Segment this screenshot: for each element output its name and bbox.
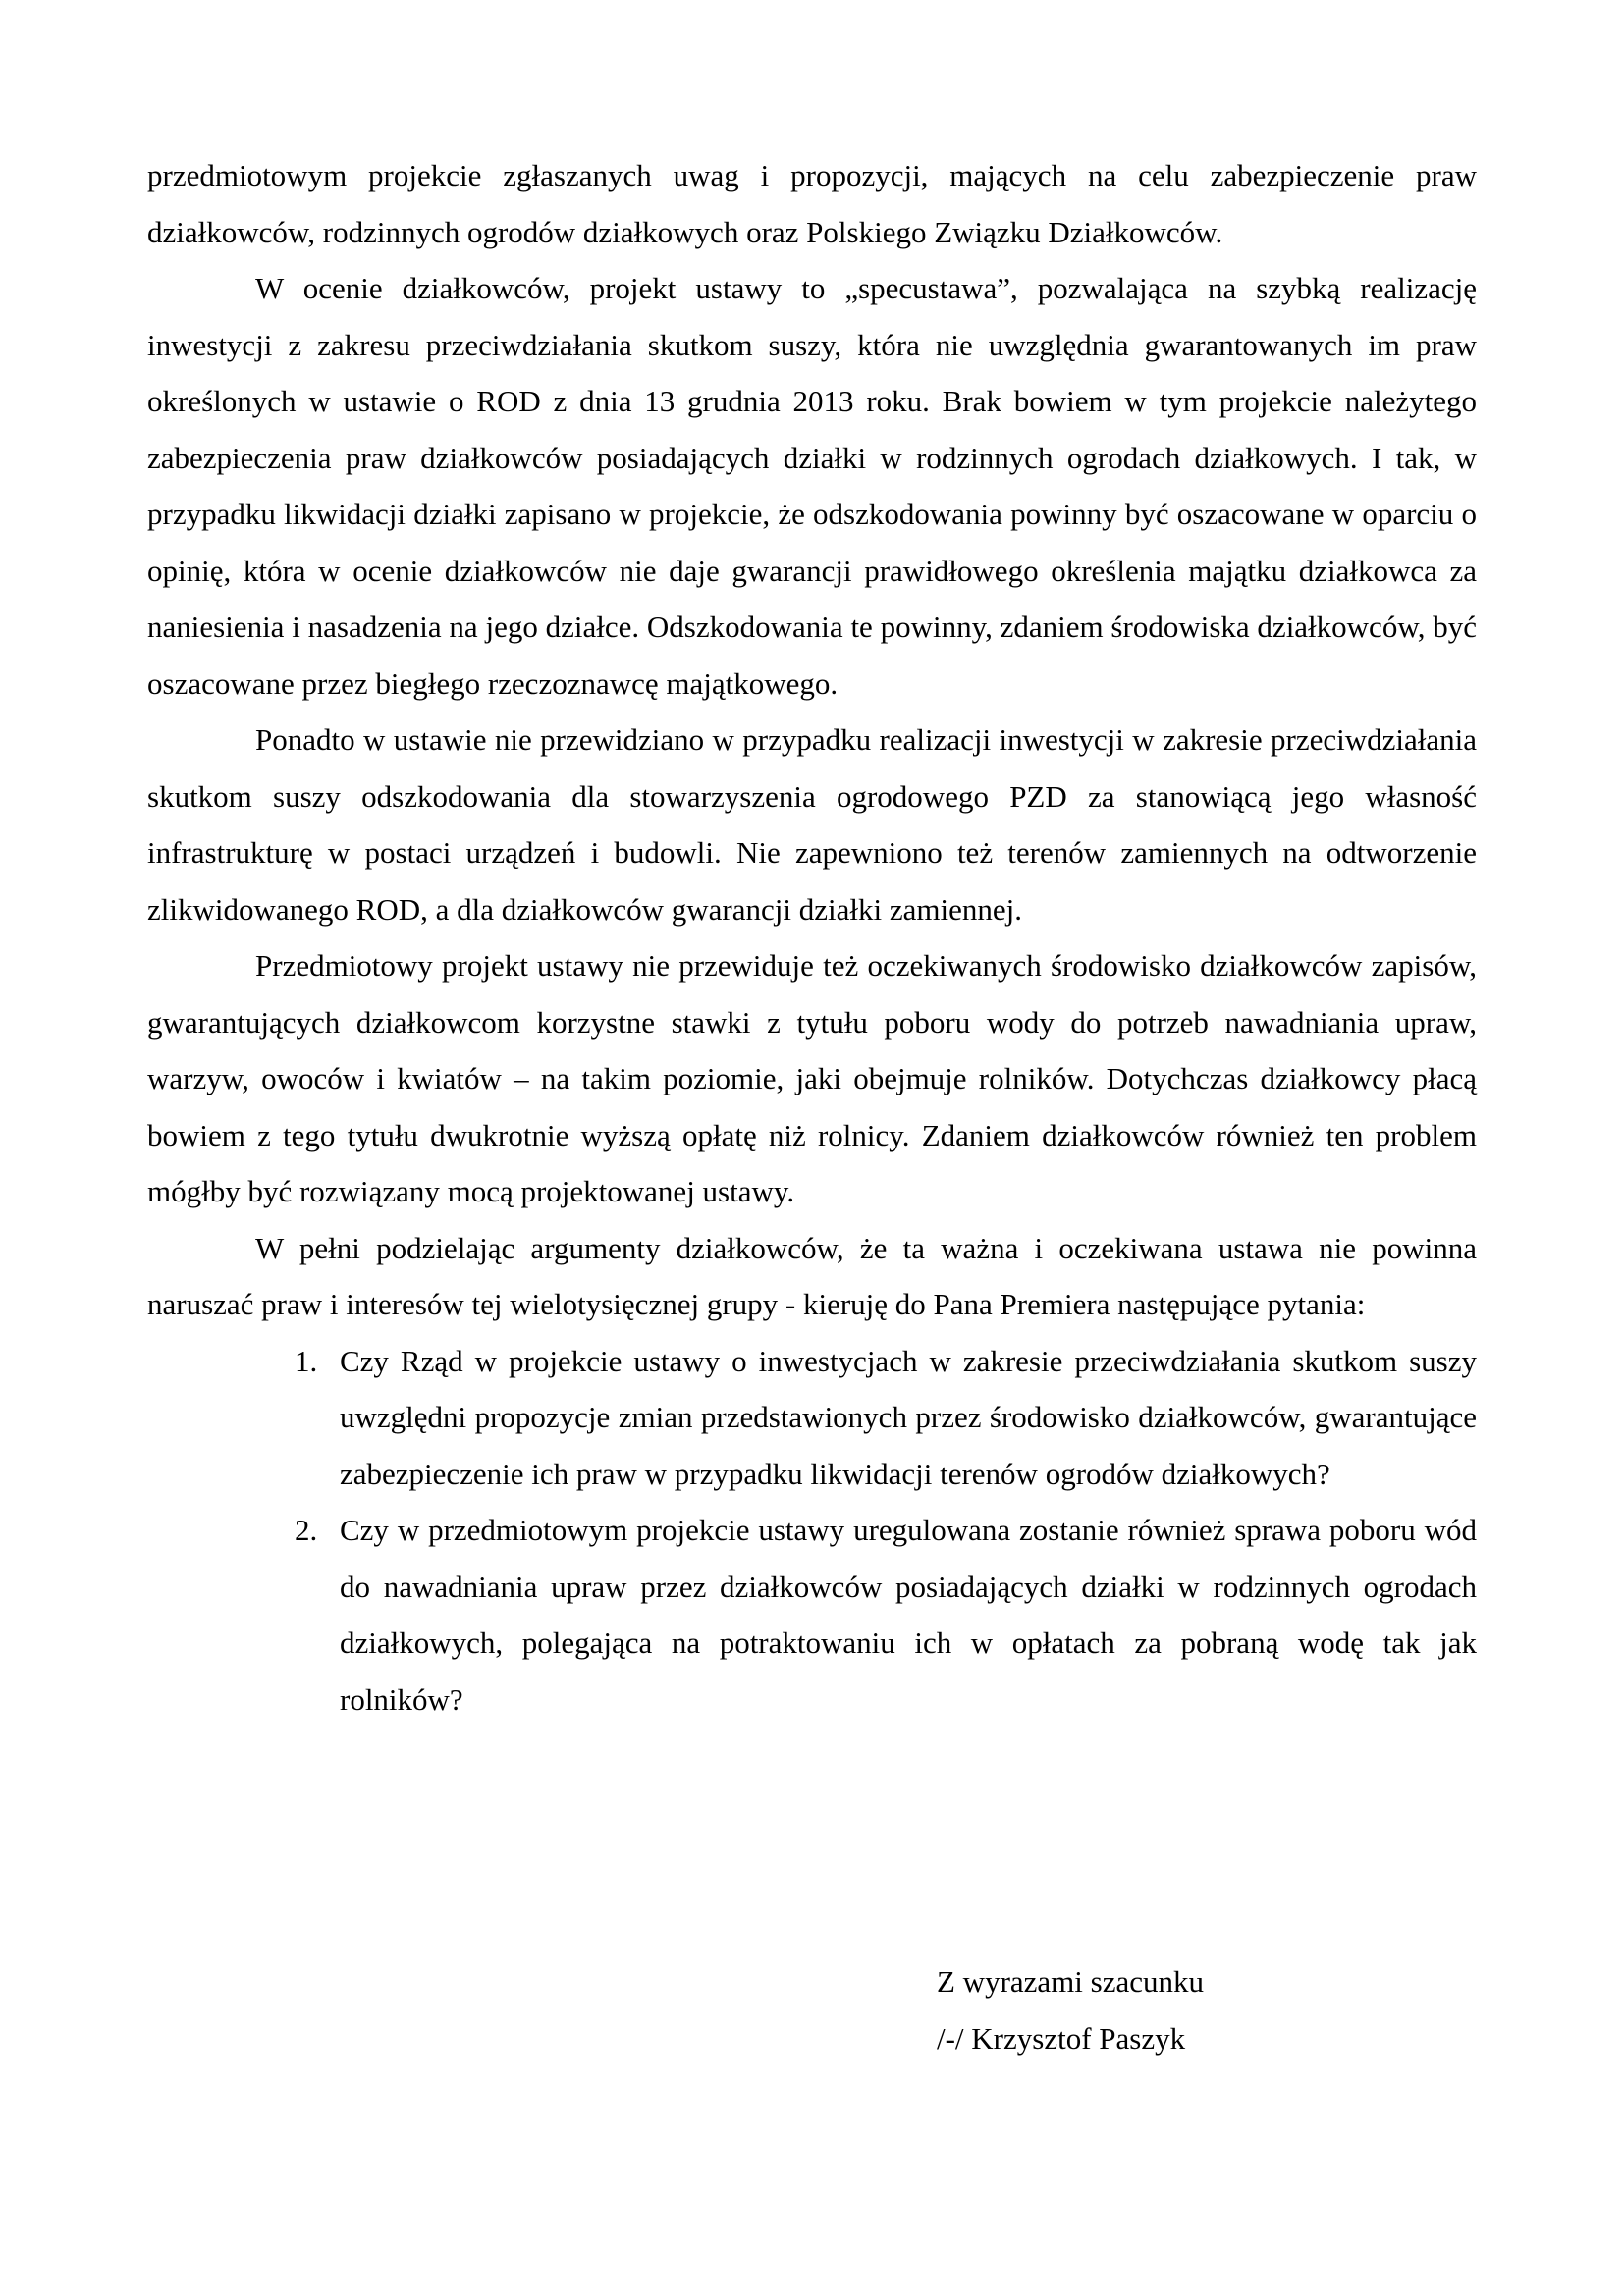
paragraph-compensation: Ponadto w ustawie nie przewidziano w przypadku realizacji inwestycji w zakresie przeciwdziałania skutkom suszy odszkodowania dla stowarzyszenia ogrodowego PZD za stanowiącą jego własność infrastrukturę w postaci urządzeń i budowli. Nie zapewniono też terenów zamiennych na odtworzenie zlikwidowanego ROD, a dla działkowców gwarancji działki zamiennej.	[147, 722, 1477, 927]
question-item	[295, 1502, 1477, 1728]
paragraph-water-fees: Przedmiotowy projekt ustawy nie przewiduje też oczekiwanych środowisko działkowców zapisów, gwarantujących działkowcom korzystne stawki z tytułu poboru wody do potrzeb nawadniania upraw, warzyw, owoców i kwiatów – na takim poziomie, jaki obejmuje rolników. Dotychczas działkowcy płacą bowiem z tego tytułu dwukrotnie wyższą opłatę niż rolnicy. Zdaniem działkowców również ten problem mógłby być rozwiązany mocą projektowanej ustawy.	[147, 948, 1477, 1208]
closing-salutation: Z wyrazami szacunku	[937, 1964, 1204, 1999]
question-text: Czy Rząd w projekcie ustawy o inwestycjach w zakresie przeciwdziałania skutkom suszy uwzględni propozycje zmian przedstawionych przez środowisko działkowców, gwarantujące zabezpieczenie ich praw w przypadku likwidacji terenów ogrodów działkowych?	[340, 1343, 1477, 1491]
closing-block	[937, 1953, 1204, 2066]
questions-list	[147, 1333, 1477, 1729]
question-number: 2.	[295, 1513, 318, 1547]
letter-body	[147, 147, 1477, 1728]
paragraph-continuation: przedmiotowym projekcie zgłaszanych uwag i propozycji, mających na celu zabezpieczenie praw działkowców, rodzinnych ogrodów działkowych oraz Polskiego Związku Działkowców.	[147, 158, 1477, 249]
question-number: 1.	[295, 1343, 318, 1378]
paragraph-assessment: W ocenie działkowców, projekt ustawy to „specustawa”, pozwalająca na szybką realizację inwestycji z zakresu przeciwdziałania skutkom suszy, która nie uwzględnia gwarantowanych im praw określonych w ustawie o ROD z dnia 13 grudnia 2013 roku. Brak bowiem w tym projekcie należytego zabezpieczenia praw działkowców posiadających działki w rodzinnych ogrodach działkowych. I tak, w przypadku likwidacji działki zapisano w projekcie, że odszkodowania powinny być oszacowane w oparciu o opinię, która w ocenie działkowców nie daje gwarancji prawidłowego określenia majątku działkowca za naniesienia i nasadzenia na jego działce. Odszkodowania te powinny, zdaniem środowiska działkowców, być oszacowane przez biegłego rzeczoznawcę majątkowego.	[147, 271, 1477, 701]
signature: /-/ Krzysztof Paszyk	[937, 2020, 1186, 2056]
paragraph-questions-intro: W pełni podzielając argumenty działkowców, że ta ważna i oczekiwana ustawa nie powinna naruszać praw i interesów tej wielotysięcznej grupy - kieruję do Pana Premiera następujące pytania:	[147, 1230, 1477, 1321]
question-item	[295, 1333, 1477, 1503]
question-text: Czy w przedmiotowym projekcie ustawy uregulowana zostanie również sprawa poboru wód do nawadniania upraw przez działkowców posiadających działki w rodzinnych ogrodach działkowych, polegająca na potraktowaniu ich w opłatach za pobraną wodę tak jak rolników?	[340, 1513, 1477, 1717]
